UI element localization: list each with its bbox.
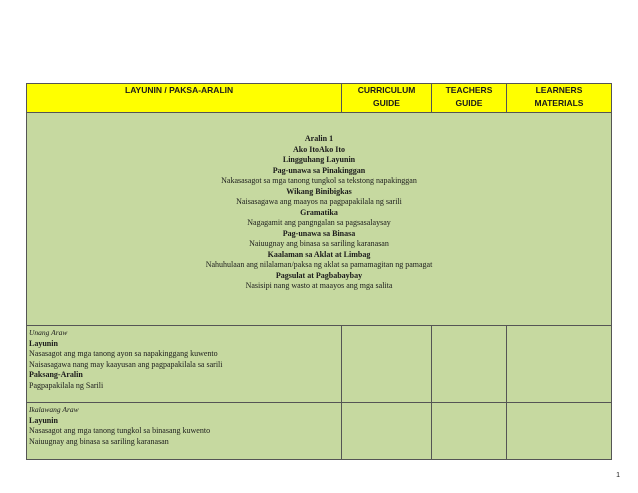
day1-curriculum-cell — [342, 326, 432, 403]
summary-line: Gramatika — [300, 207, 338, 217]
summary-line: Pag-unawa sa Binasa — [282, 228, 356, 238]
day1-teachers-cell — [432, 326, 507, 403]
day1-line: Unang Araw — [29, 328, 68, 337]
summary-cell — [27, 113, 612, 326]
header-learners-materials — [507, 84, 612, 113]
day1-line: Naisasagawa nang may kaayusan ang pagpapakilala sa sarili — [29, 359, 223, 369]
summary-line: Naiuugnay ang binasa sa sariling karanasan — [249, 239, 389, 248]
day2-line: Naiuugnay ang binasa sa sariling karanasan — [29, 436, 169, 446]
header-learners-line1: LEARNERS — [535, 85, 583, 95]
day1-line: Layunin — [29, 338, 58, 348]
day2-learners-cell — [507, 403, 612, 460]
header-layunin: LAYUNIN / PAKSA-ARALIN — [27, 84, 342, 113]
day2-line: Layunin — [29, 415, 58, 425]
header-teachers-line1: TEACHERS — [445, 85, 493, 95]
day2-line: Ikalawang Araw — [29, 405, 79, 414]
day2-curriculum-cell — [342, 403, 432, 460]
header-curriculum-line1: CURRICULUM — [357, 85, 416, 95]
header-learners-line2: MATERIALS — [534, 98, 584, 108]
summary-line: Pagsulat at Pagbabaybay — [275, 270, 363, 280]
day2-line: Nasasagot ang mga tanong tungkol sa binasang kuwento — [29, 426, 211, 435]
summary-row — [27, 113, 612, 326]
summary-line: Pag-unawa sa Pinakinggan — [272, 165, 366, 175]
page-number: 1 — [616, 472, 620, 479]
header-row — [27, 84, 612, 113]
summary-line: Nagagamit ang pangngalan sa pagsasalaysay — [247, 218, 391, 227]
day2-teachers-cell — [432, 403, 507, 460]
header-teachers-guide — [432, 84, 507, 113]
header-curriculum-line2: GUIDE — [373, 98, 400, 108]
day2-row — [27, 403, 612, 460]
header-curriculum-guide — [342, 84, 432, 113]
summary-line: Nakasasagot sa mga tanong tungkol sa tekstong napakinggan — [221, 176, 417, 185]
day1-line: Nasasagot ang mga tanong ayon sa napakinggang kuwento — [29, 349, 218, 358]
header-teachers-line2: GUIDE — [455, 98, 483, 108]
summary-line: Lingguhang Layunin — [282, 155, 356, 164]
summary-line: Naisasagawa ang maayos na pagpapakilala ng sarili — [236, 197, 402, 206]
day1-learners-cell — [507, 326, 612, 403]
day2-content — [27, 403, 341, 447]
summary-line: Ako ItoAko Ito — [292, 144, 345, 154]
summary-line: Kaalaman sa Aklat at Limbag — [267, 249, 371, 259]
summary-line: Wikang Binibigkas — [286, 186, 352, 196]
summary-line: Nasisipi nang wasto at maayos ang mga salita — [245, 281, 393, 290]
summary-line: Nahuhulaan ang nilalaman/paksa ng aklat sa pamamagitan ng pamagat — [205, 260, 433, 269]
lesson-summary — [27, 113, 611, 292]
day1-line: Paksang-Aralin — [29, 370, 83, 379]
day2-objectives-cell — [27, 403, 342, 460]
day1-line: Pagpapakilala ng Sarili — [29, 380, 104, 390]
day1-row — [27, 326, 612, 403]
summary-line: Aralin 1 — [304, 134, 334, 143]
day1-objectives-cell — [27, 326, 342, 403]
day1-content — [27, 326, 341, 391]
lesson-plan-table — [26, 83, 612, 460]
